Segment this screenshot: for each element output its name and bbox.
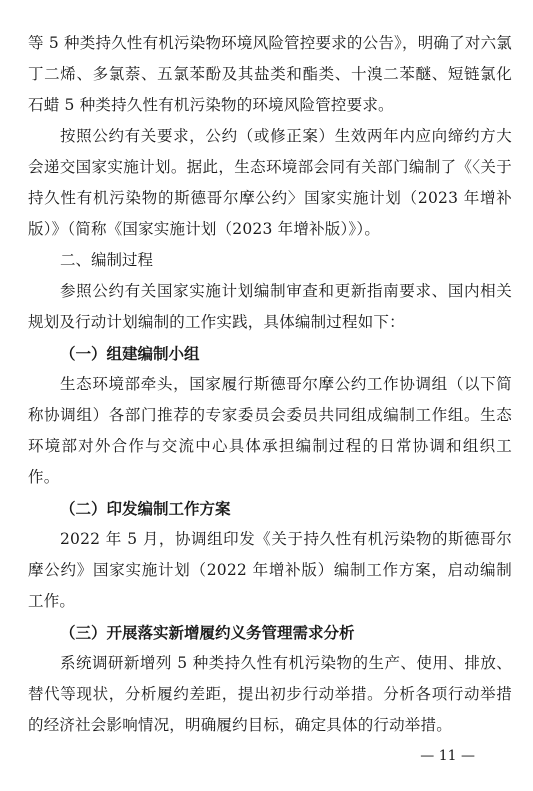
paragraph-issue-plan: 2022 年 5 月，协调组印发《关于持久性有机污染物的斯德哥尔摩公约》国家实施计划（2022 年增补版）编制工作方案，启动编制工作。: [28, 530, 512, 610]
document-body: [28, 28, 512, 741]
subheading-issue-plan: （二）印发编制工作方案: [60, 499, 231, 518]
paragraph-process-intro: 参照公约有关国家实施计划编制审查和更新指南要求、国内相关规划及行动计划编制的工作实践，具体编制过程如下：: [28, 282, 512, 331]
subheading-needs-analysis: （三）开展落实新增履约义务管理需求分析: [60, 623, 355, 642]
page-number-footer: [0, 746, 533, 766]
paragraph-form-group: 生态环境部牵头，国家履行斯德哥尔摩公约工作协调组（以下简称协调组）各部门推荐的专家委员会委员共同组成编制工作组。生态环境部对外合作与交流中心具体承担编制过程的日常协调和组织工作。: [28, 375, 512, 486]
paragraph-intro-continued: 等 5 种类持久性有机污染物环境风险管控要求的公告》，明确了对六氯丁二烯、多氯萘、五氯苯酚及其盐类和酯类、十溴二苯醚、短链氯化石蜡 5 种类持久性有机污染物的环境风险管控要求。: [28, 34, 512, 114]
paragraph-needs-analysis: 系统调研新增列 5 种类持久性有机污染物的生产、使用、排放、替代等现状，分析履约差距，提出初步行动举措。分析各项行动举措的经济社会影响情况，明确履约目标，确定具体的行动举措。: [28, 654, 512, 734]
page-number: — 11 —: [420, 748, 475, 764]
paragraph-convention-requirement: 按照公约有关要求，公约（或修正案）生效两年内应向缔约方大会递交国家实施计划。据此，生态环境部会同有关部门编制了《〈关于持久性有机污染物的斯德哥尔摩公约〉国家实施计划（2023 年增补版）》（简称《国家实施计划（2023 年增补版）》）。: [28, 127, 512, 238]
subheading-form-group: （一）组建编制小组: [60, 344, 200, 363]
section-heading-process: 二、编制过程: [60, 251, 154, 269]
